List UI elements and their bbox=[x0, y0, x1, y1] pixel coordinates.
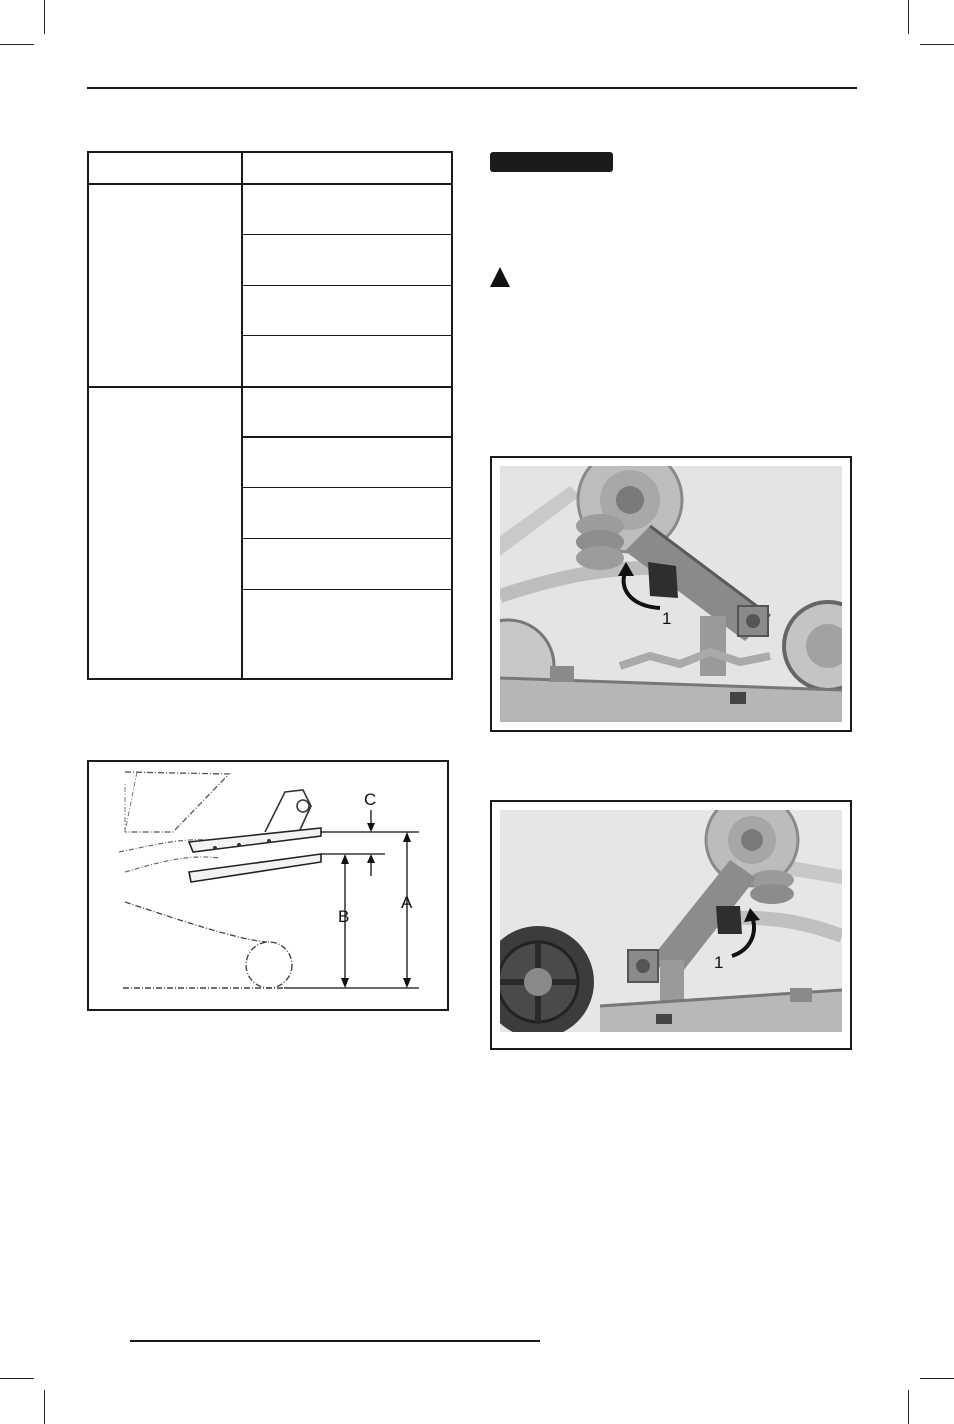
crop-mark-bottom-right-v bbox=[908, 1390, 909, 1424]
suspension-dimension-drawing bbox=[89, 762, 447, 1009]
crop-mark-bottom-right-h bbox=[920, 1378, 954, 1379]
spec-table bbox=[87, 151, 453, 680]
callout-1: 1 bbox=[714, 953, 724, 972]
adjuster-photo-1 bbox=[500, 466, 842, 722]
crop-mark-bottom-left-h bbox=[0, 1378, 34, 1379]
crop-mark-top-left-v bbox=[44, 0, 45, 34]
label-a: A bbox=[401, 893, 413, 912]
table-row-divider bbox=[243, 436, 451, 438]
table-row-divider bbox=[243, 538, 451, 539]
table-column-divider bbox=[241, 153, 243, 678]
table-row-divider bbox=[243, 234, 451, 235]
crop-mark-top-right-h bbox=[920, 44, 954, 45]
table-row-divider bbox=[243, 487, 451, 488]
notice-label-bar bbox=[490, 152, 613, 172]
crop-mark-bottom-left-v bbox=[44, 1390, 45, 1424]
table-header-divider bbox=[89, 183, 451, 185]
adjuster-photo-2 bbox=[500, 810, 842, 1032]
label-b: B bbox=[338, 907, 350, 926]
warning-triangle-icon bbox=[489, 266, 511, 288]
footer-rule bbox=[130, 1340, 540, 1342]
table-row-divider bbox=[243, 589, 451, 590]
table-row-divider bbox=[243, 285, 451, 286]
suspension-dimension-figure bbox=[87, 760, 449, 1011]
callout-1: 1 bbox=[662, 609, 672, 628]
table-group-divider bbox=[89, 386, 451, 388]
crop-mark-top-right-v bbox=[908, 0, 909, 34]
table-row-divider bbox=[243, 335, 451, 336]
adjuster-photo-figure-2 bbox=[490, 800, 852, 1050]
crop-mark-top-left-h bbox=[0, 44, 34, 45]
adjuster-photo-figure-1 bbox=[490, 456, 852, 732]
header-rule bbox=[87, 87, 857, 89]
label-c: C bbox=[364, 790, 377, 809]
